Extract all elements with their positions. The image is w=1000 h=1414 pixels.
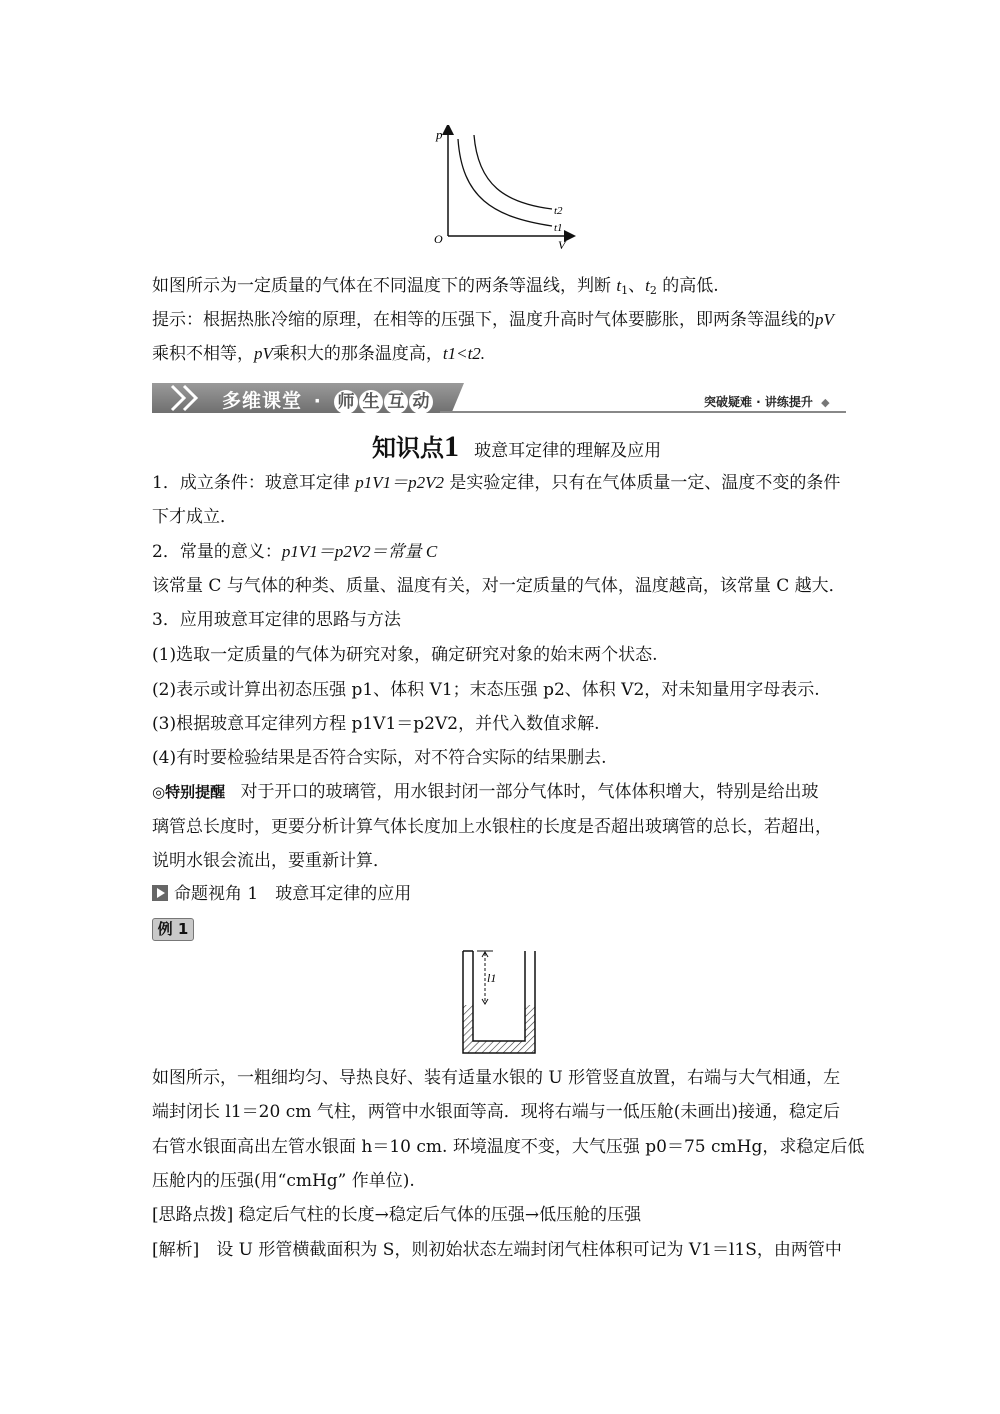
banner-title: 多维课堂 · 师 生 互 动	[222, 386, 433, 414]
step-3: (3)根据玻意耳定律列方程 p1V1＝p2V2，并代入数值求解.	[152, 714, 600, 734]
step-4: (4)有时要检验结果是否符合实际，对不符合实际的结果删去.	[152, 748, 607, 768]
t2-label: t2	[554, 205, 563, 217]
example-line-4: 压舱内的压强(用“cmHg” 作单位).	[152, 1171, 415, 1191]
v-axis-label: V	[558, 238, 566, 250]
l1-label: l1	[487, 971, 497, 985]
step-1: (1)选取一定质量的气体为研究对象，确定研究对象的始末两个状态.	[152, 645, 658, 665]
item-1-cont: 下才成立．	[152, 507, 237, 527]
example-line-1: 如图所示，一粗细均匀、导热良好、装有适量水银的 U 形管竖直放置，右端与大气相通，左	[152, 1068, 841, 1088]
mercury	[463, 1005, 535, 1053]
step-2: (2)表示或计算出初态压强 p1、体积 V1；末态压强 p2、体积 V2，对未知量用字母表示.	[152, 680, 820, 700]
example-line-2: 端封闭长 l1＝20 cm 气柱，两管中水银面等高．现将右端与一低压舱(未画出)接通，稳定后	[152, 1102, 841, 1122]
proposition-angle: 命题视角 1 玻意耳定律的应用	[152, 884, 411, 904]
reminder-icon: ◎	[152, 783, 166, 801]
item-2-cont: 该常量 C 与气体的种类、质量、温度有关，对一定质量的气体，温度越高，该常量 C 越大．	[152, 576, 846, 596]
u-tube-inner	[473, 951, 525, 1041]
hint-line-1: 提示：根据热胀冷缩的原理，在相等的压强下，温度升高时气体要膨胀，即两条等温线的pV	[152, 310, 834, 330]
example-line-3: 右管水银面高出左管水银面 h＝10 cm. 环境温度不变，大气压强 p0＝75 cmHg，求稳定后低	[152, 1137, 865, 1157]
banner-char: 互	[384, 390, 408, 414]
double-chevron-icon	[168, 384, 208, 412]
banner-rule	[440, 411, 846, 413]
u-tube-outer	[463, 951, 535, 1053]
isotherm-t1	[458, 139, 552, 226]
item-2: 2．常量的意义：p1V1＝p2V2＝常量 C	[152, 542, 438, 562]
diamond-icon: ◆	[821, 396, 830, 409]
reminder-line-1: ◎特别提醒 对于开口的玻璃管，用水银封闭一部分气体时，气体体积增大，特别是给出玻	[152, 782, 819, 802]
thinking-hint: [思路点拨] 稳定后气柱的长度→稳定后气体的压强→低压舱的压强	[152, 1205, 642, 1225]
item-3: 3．应用玻意耳定律的思路与方法	[152, 610, 401, 630]
t1-label: t1	[554, 222, 563, 234]
banner-char: 动	[409, 390, 433, 414]
p-axis-label: p	[436, 127, 443, 142]
isotherm-figure	[430, 125, 580, 250]
question-text: 如图所示为一定质量的气体在不同温度下的两条等温线，判断 $t_1$、$t_2$ 的高低.	[152, 276, 719, 297]
banner-char: 生	[359, 390, 383, 414]
reminder-line-3: 说明水银会流出，要重新计算．	[152, 851, 390, 871]
knowledge-point-heading: 知识点1 玻意耳定律的理解及应用	[372, 430, 662, 463]
u-tube-figure	[455, 945, 555, 1060]
origin-label: O	[434, 232, 443, 246]
item-1: 1．成立条件：玻意耳定律 p1V1＝p2V2 是实验定律，只有在气体质量一定、温度不变的条件	[152, 473, 841, 493]
reminder-line-2: 璃管总长度时，更要分析计算气体长度加上水银柱的长度是否超出玻璃管的总长，若超出，	[152, 817, 832, 837]
hint-line-2: 乘积不相等，pV乘积大的那条温度高，t1<t2.	[152, 344, 486, 364]
isotherm-t2	[474, 135, 552, 209]
banner-right-text: 突破疑难 · 讲练提升 ◆	[704, 395, 830, 409]
analysis-line: [解析] 设 U 形管横截面积为 S，则初始状态左端封闭气柱体积可记为 V1＝l1S，由两管中	[152, 1240, 842, 1260]
banner-char: 师	[334, 390, 358, 414]
example-tag: 例 1	[152, 918, 194, 941]
play-icon	[152, 885, 168, 901]
